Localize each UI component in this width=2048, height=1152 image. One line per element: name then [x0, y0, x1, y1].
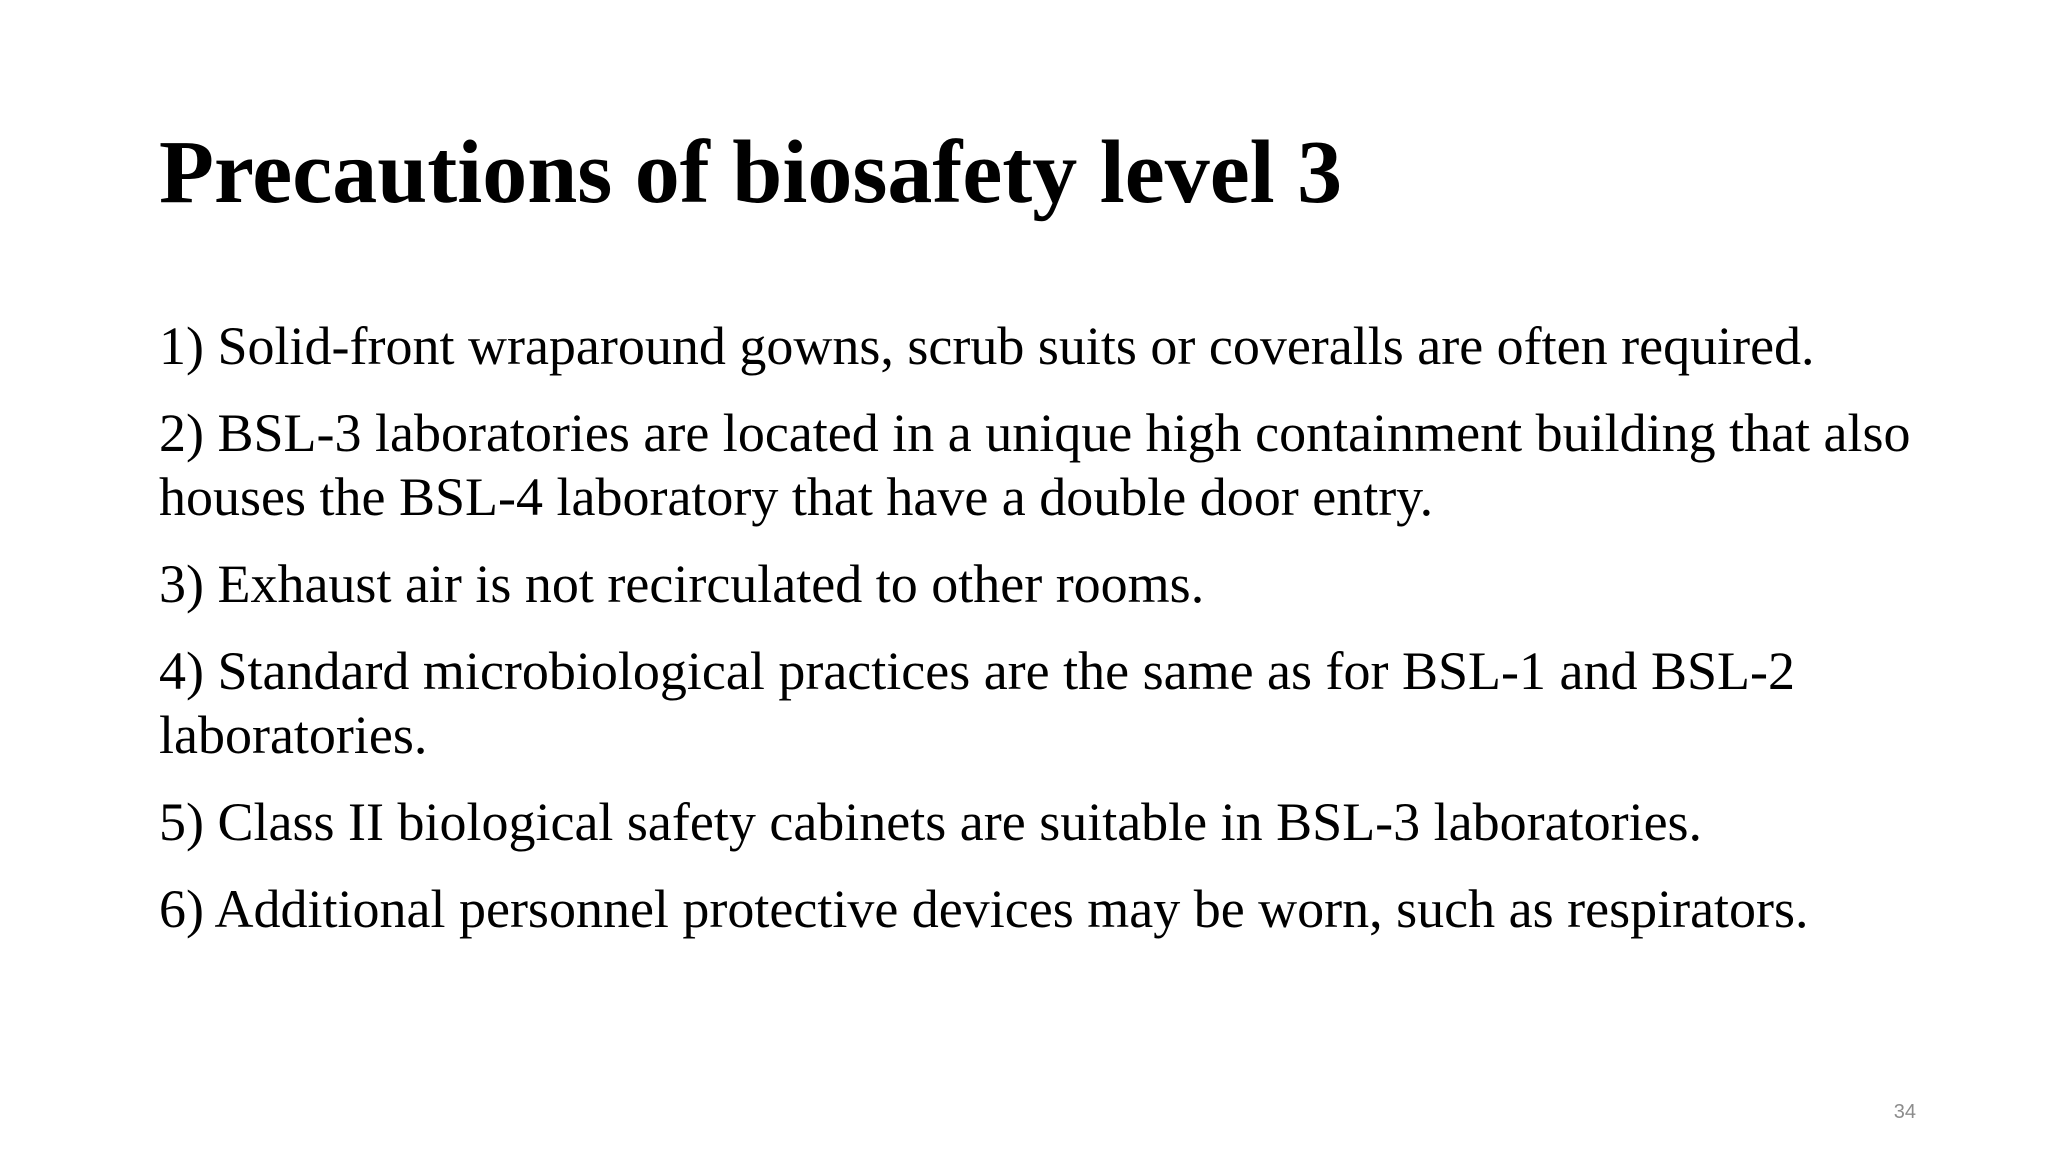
list-item: 4) Standard microbiological practices are the same as for BSL-1 and BSL-2 laboratories.	[159, 641, 1796, 765]
list-item: 6) Additional personnel protective devices may be worn, such as respirators.	[159, 879, 1809, 939]
list-item: 5) Class II biological safety cabinets are suitable in BSL-3 laboratories.	[159, 792, 1703, 852]
slide-number: 34	[1893, 1101, 1916, 1123]
list-item: 3) Exhaust air is not recirculated to other rooms.	[159, 554, 1205, 614]
precautions-list	[159, 314, 1919, 964]
list-item: 2) BSL-3 laboratories are located in a unique high containment building that also houses the BSL-4 laboratory that have a double door entry.	[159, 403, 1911, 527]
list-item: 1) Solid-front wraparound gowns, scrub suits or coveralls are often required.	[159, 316, 1815, 376]
slide-title: Precautions of biosafety level 3	[159, 123, 1343, 222]
